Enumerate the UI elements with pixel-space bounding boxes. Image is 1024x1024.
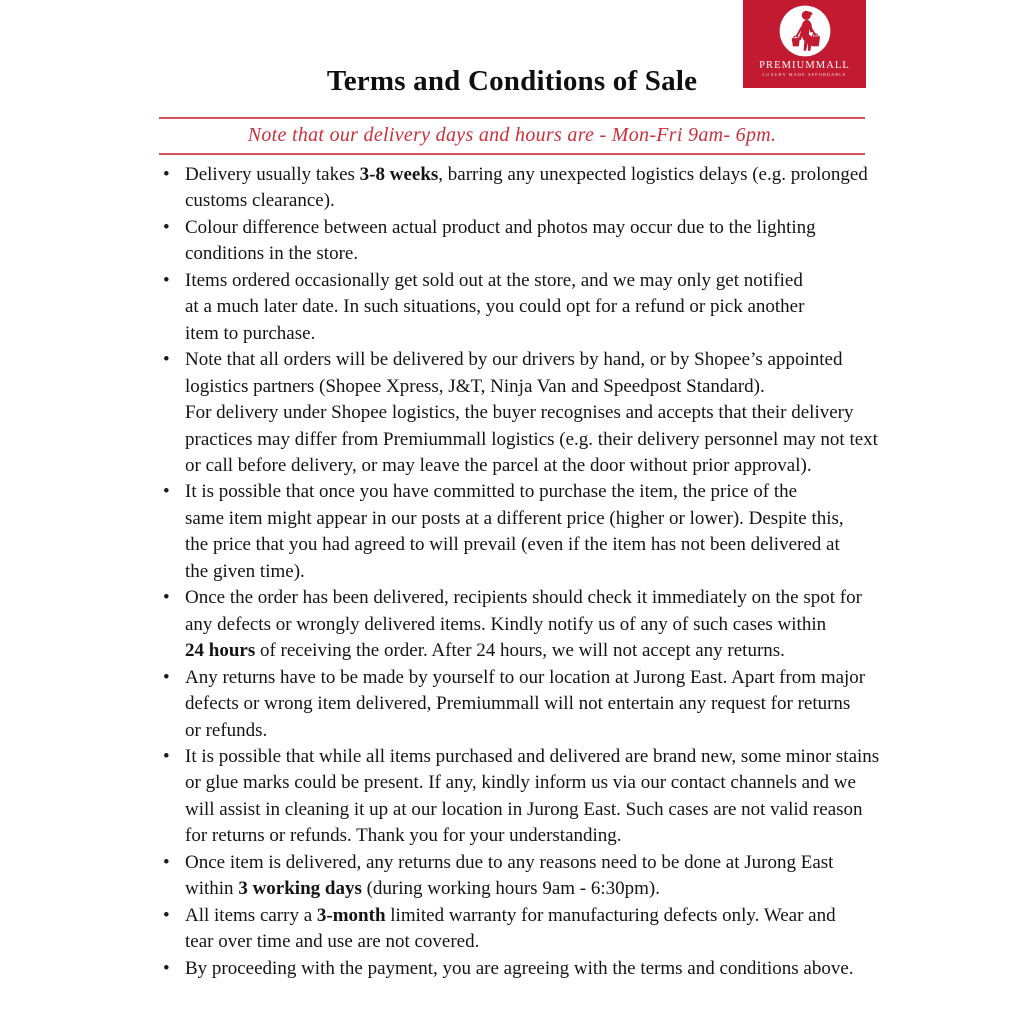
term-line: By proceeding with the payment, you are agreeing with the terms and conditions above. [185,957,854,979]
bullet-marker: • [163,957,170,979]
term-item [159,956,919,982]
term-line: will assist in cleaning it up at our location in Jurong East. Such cases are not valid reason [185,798,863,820]
term-line: at a much later date. In such situations, you could opt for a refund or pick another [185,296,805,318]
bullet-marker: • [163,904,170,926]
term-line: defects or wrong item delivered, Premiummall will not entertain any request for returns [185,693,851,715]
term-item [159,850,919,903]
bullet-marker: • [163,216,170,238]
term-item [159,585,919,664]
term-line: Any returns have to be made by yourself to our location at Jurong East. Apart from major [185,666,866,688]
term-line: Delivery usually takes 3-8 weeks, barring any unexpected logistics delays (e.g. prolonged [185,164,868,185]
term-item [159,268,919,347]
term-line: for returns or refunds. Thank you for your understanding. [185,825,622,847]
term-line: logistics partners (Shopee Xpress, J&T, Ninja Van and Speedpost Standard). [185,375,765,397]
term-text [185,744,919,850]
term-line: Note that all orders will be delivered by our drivers by hand, or by Shopee’s appointed [185,349,843,371]
term-line: For delivery under Shopee logistics, the buyer recognises and accepts that their delivery [185,402,854,424]
term-line: Once item is delivered, any returns due to any reasons need to be done at Jurong East [185,851,834,873]
terms-list [159,162,919,982]
bullet-marker: • [163,481,170,503]
term-item [159,665,919,744]
term-line: or refunds. [185,719,268,741]
delivery-note [159,117,865,155]
term-line: tear over time and use are not covered. [185,931,480,953]
term-item [159,479,919,585]
term-text [185,162,919,215]
term-line: All items carry a 3-month limited warranty for manufacturing defects only. Wear and [185,904,836,926]
brand-name: PREMIUMMALL [759,60,850,71]
term-line: Once the order has been delivered, recipients should check it immediately on the spot for [185,587,862,609]
term-item [159,903,919,956]
brand-tagline: LUXURY MADE AFFORDABLE [762,72,847,77]
term-item [159,347,919,479]
bullet-marker: • [163,164,170,185]
page-title: Terms and Conditions of Sale [326,65,698,97]
term-text [185,215,919,268]
term-text [185,585,919,664]
bullet-marker: • [163,269,170,291]
term-line: the given time). [185,560,305,582]
term-item [159,744,919,850]
term-line: Colour difference between actual product and photos may occur due to the lighting [185,216,816,238]
term-text [185,956,919,982]
term-line: practices may differ from Premiummall logistics (e.g. their delivery personnel may not text [185,428,878,450]
bullet-marker: • [163,666,170,688]
term-line: Items ordered occasionally get sold out at the store, and we may only get notified [185,269,803,291]
term-line: any defects or wrongly delivered items. Kindly notify us of any of such cases within [185,613,827,635]
term-line: the price that you had agreed to will prevail (even if the item has not been delivered at [185,534,840,556]
term-item [159,215,919,268]
term-line: same item might appear in our posts at a different price (higher or lower). Despite this, [185,507,844,529]
bullet-marker: • [163,851,170,873]
bullet-marker: • [163,745,170,767]
woman-with-shopping-bags-icon [777,3,833,59]
term-text [185,479,919,585]
delivery-note-text: Note that our delivery days and hours are - Mon-Fri 9am- 6pm. [247,124,777,146]
term-text [185,903,919,956]
term-text [185,850,919,903]
bullet-marker: • [163,349,170,371]
term-line: 24 hours of receiving the order. After 24 hours, we will not accept any returns. [185,640,785,662]
term-line: It is possible that while all items purchased and delivered are brand new, some minor stains [185,745,880,767]
term-text [185,665,919,744]
term-line: conditions in the store. [185,243,359,265]
term-item [159,162,919,215]
term-line: customs clearance). [185,190,335,212]
term-text [185,347,919,479]
term-line: or glue marks could be present. If any, kindly inform us via our contact channels and we [185,772,856,794]
term-line: item to purchase. [185,322,316,344]
term-line: or call before delivery, or may leave the parcel at the door without prior approval). [185,454,812,476]
term-line: It is possible that once you have committed to purchase the item, the price of the [185,481,798,503]
term-line: within 3 working days (during working hours 9am - 6:30pm). [185,878,660,900]
term-text [185,268,919,347]
bullet-marker: • [163,587,170,609]
